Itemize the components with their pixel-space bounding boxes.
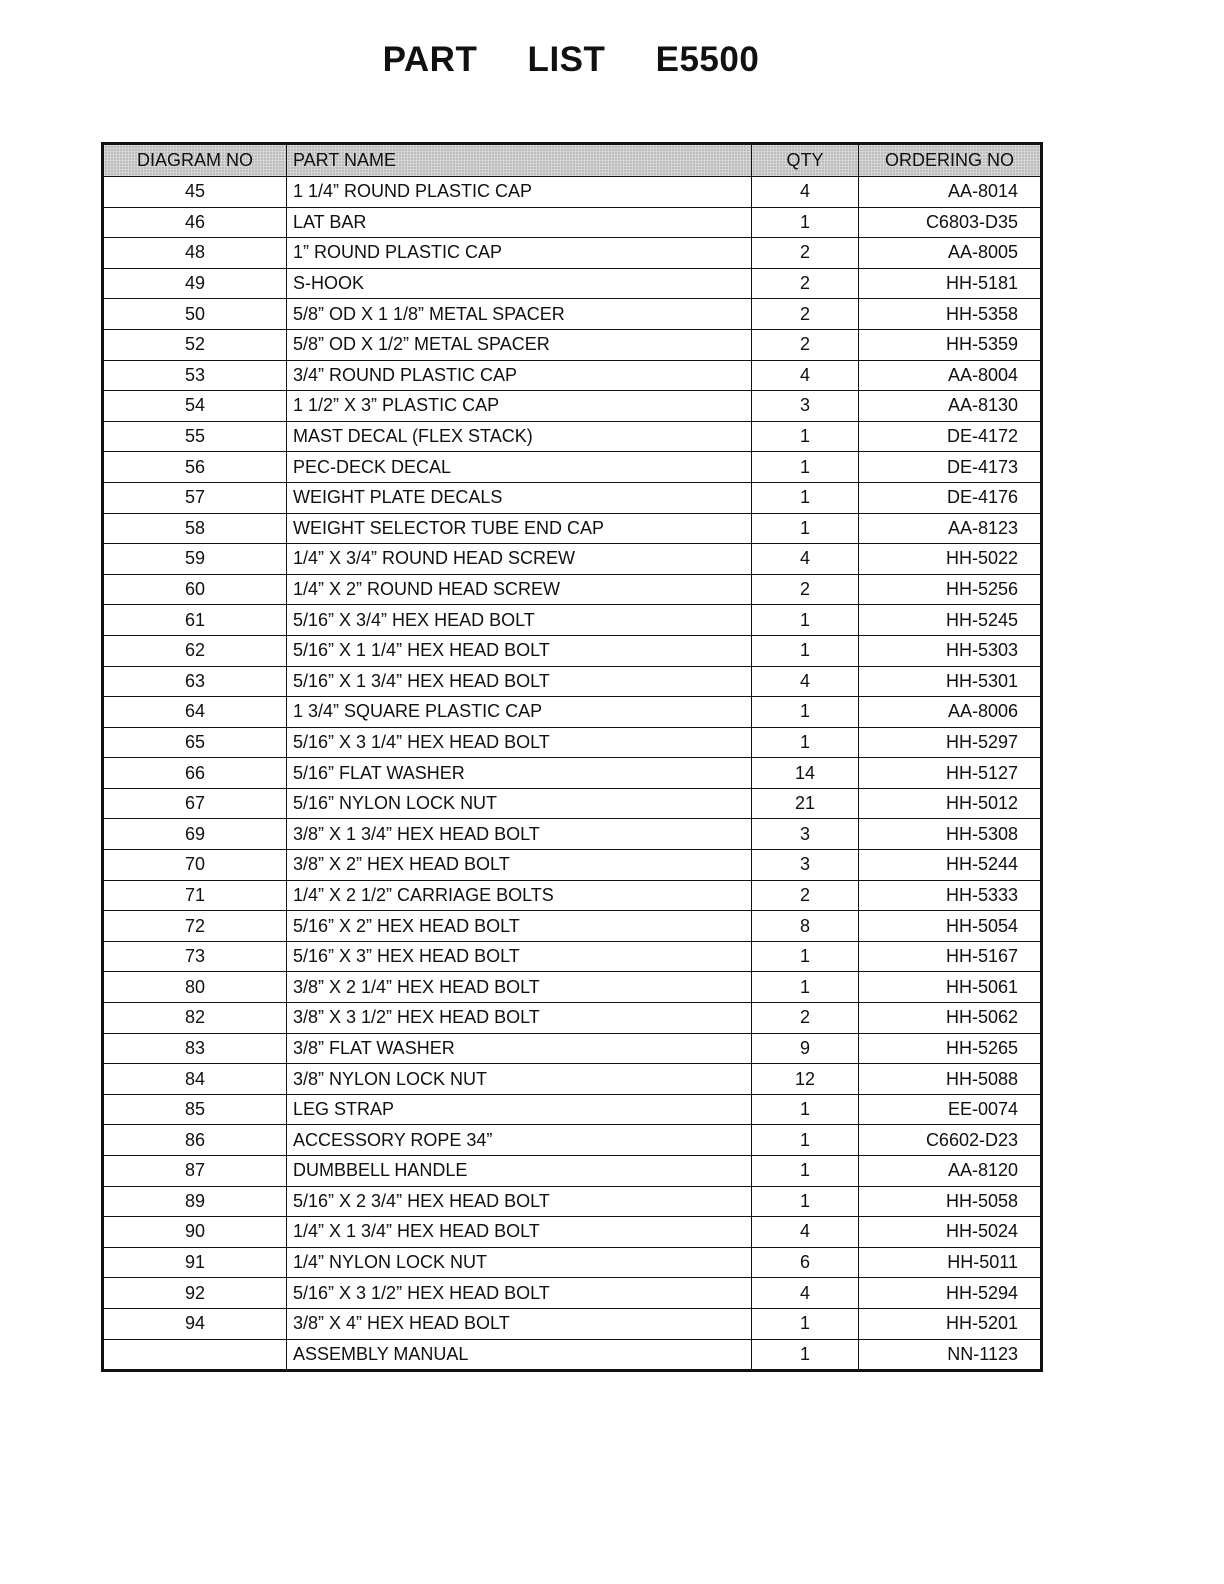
qty-cell: 21 [752, 788, 859, 819]
table-row [103, 1033, 1042, 1064]
qty-cell: 1 [752, 1339, 859, 1371]
ordering-no-cell: HH-5058 [859, 1186, 1042, 1217]
table-row [103, 574, 1042, 605]
part-name-cell: 5/8” OD X 1 1/8” METAL SPACER [287, 299, 752, 330]
ordering-no-cell: HH-5265 [859, 1033, 1042, 1064]
ordering-no-cell: HH-5054 [859, 911, 1042, 942]
table-row [103, 1003, 1042, 1034]
ordering-no-cell: HH-5297 [859, 727, 1042, 758]
diagram-no-cell: 58 [103, 513, 287, 544]
diagram-no-cell: 86 [103, 1125, 287, 1156]
header-qty: QTY [752, 144, 859, 177]
header-ordering-no: ORDERING NO [859, 144, 1042, 177]
part-name-cell: 3/8” NYLON LOCK NUT [287, 1064, 752, 1095]
diagram-no-cell: 80 [103, 972, 287, 1003]
diagram-no-cell: 91 [103, 1247, 287, 1278]
table-row [103, 1186, 1042, 1217]
ordering-no-cell: DE-4172 [859, 421, 1042, 452]
qty-cell: 4 [752, 666, 859, 697]
ordering-no-cell: HH-5358 [859, 299, 1042, 330]
qty-cell: 4 [752, 1217, 859, 1248]
table-row [103, 635, 1042, 666]
diagram-no-cell: 72 [103, 911, 287, 942]
part-name-cell: 5/16” X 1 1/4” HEX HEAD BOLT [287, 635, 752, 666]
table-row [103, 238, 1042, 269]
part-name-cell: 5/16” X 2” HEX HEAD BOLT [287, 911, 752, 942]
ordering-no-cell: C6602-D23 [859, 1125, 1042, 1156]
diagram-no-cell: 70 [103, 850, 287, 881]
diagram-no-cell: 46 [103, 207, 287, 238]
diagram-no-cell: 60 [103, 574, 287, 605]
diagram-no-cell: 53 [103, 360, 287, 391]
part-name-cell: 1 3/4” SQUARE PLASTIC CAP [287, 697, 752, 728]
diagram-no-cell: 54 [103, 391, 287, 422]
part-name-cell: WEIGHT SELECTOR TUBE END CAP [287, 513, 752, 544]
ordering-no-cell: DE-4173 [859, 452, 1042, 483]
qty-cell: 1 [752, 452, 859, 483]
table-row [103, 1064, 1042, 1095]
ordering-no-cell: HH-5022 [859, 544, 1042, 575]
ordering-no-cell: HH-5359 [859, 329, 1042, 360]
qty-cell: 1 [752, 1156, 859, 1187]
ordering-no-cell: C6803-D35 [859, 207, 1042, 238]
ordering-no-cell: HH-5244 [859, 850, 1042, 881]
diagram-no-cell: 66 [103, 758, 287, 789]
qty-cell: 1 [752, 421, 859, 452]
ordering-no-cell: HH-5024 [859, 1217, 1042, 1248]
qty-cell: 1 [752, 635, 859, 666]
diagram-no-cell: 85 [103, 1094, 287, 1125]
diagram-no-cell: 83 [103, 1033, 287, 1064]
diagram-no-cell: 64 [103, 697, 287, 728]
part-name-cell: 1 1/4” ROUND PLASTIC CAP [287, 177, 752, 208]
part-name-cell: ASSEMBLY MANUAL [287, 1339, 752, 1371]
table-row [103, 727, 1042, 758]
table-row [103, 1217, 1042, 1248]
ordering-no-cell: HH-5333 [859, 880, 1042, 911]
table-row [103, 544, 1042, 575]
part-name-cell: WEIGHT PLATE DECALS [287, 482, 752, 513]
qty-cell: 1 [752, 697, 859, 728]
qty-cell: 1 [752, 972, 859, 1003]
table-row [103, 1156, 1042, 1187]
diagram-no-cell: 73 [103, 941, 287, 972]
qty-cell: 1 [752, 1094, 859, 1125]
table-row [103, 697, 1042, 728]
diagram-no-cell [103, 1339, 287, 1371]
diagram-no-cell: 49 [103, 268, 287, 299]
qty-cell: 3 [752, 850, 859, 881]
diagram-no-cell: 52 [103, 329, 287, 360]
parts-table-body [103, 177, 1042, 1371]
part-name-cell: 1/4” X 2” ROUND HEAD SCREW [287, 574, 752, 605]
diagram-no-cell: 65 [103, 727, 287, 758]
part-name-cell: 1/4” X 2 1/2” CARRIAGE BOLTS [287, 880, 752, 911]
part-name-cell: 3/8” X 1 3/4” HEX HEAD BOLT [287, 819, 752, 850]
qty-cell: 2 [752, 574, 859, 605]
ordering-no-cell: AA-8120 [859, 1156, 1042, 1187]
table-row [103, 850, 1042, 881]
qty-cell: 1 [752, 941, 859, 972]
part-name-cell: 1 1/2” X 3” PLASTIC CAP [287, 391, 752, 422]
header-diagram-no: DIAGRAM NO [103, 144, 287, 177]
part-name-cell: 3/8” X 3 1/2” HEX HEAD BOLT [287, 1003, 752, 1034]
diagram-no-cell: 82 [103, 1003, 287, 1034]
diagram-no-cell: 67 [103, 788, 287, 819]
header-part-name: PART NAME [287, 144, 752, 177]
part-name-cell: 3/8” FLAT WASHER [287, 1033, 752, 1064]
part-name-cell: ACCESSORY ROPE 34” [287, 1125, 752, 1156]
table-row [103, 1278, 1042, 1309]
qty-cell: 12 [752, 1064, 859, 1095]
diagram-no-cell: 87 [103, 1156, 287, 1187]
diagram-no-cell: 59 [103, 544, 287, 575]
table-row [103, 1247, 1042, 1278]
table-row [103, 329, 1042, 360]
table-row [103, 452, 1042, 483]
qty-cell: 1 [752, 605, 859, 636]
ordering-no-cell: AA-8130 [859, 391, 1042, 422]
diagram-no-cell: 71 [103, 880, 287, 911]
qty-cell: 1 [752, 1125, 859, 1156]
part-name-cell: LEG STRAP [287, 1094, 752, 1125]
ordering-no-cell: AA-8004 [859, 360, 1042, 391]
part-name-cell: 1” ROUND PLASTIC CAP [287, 238, 752, 269]
ordering-no-cell: AA-8006 [859, 697, 1042, 728]
part-name-cell: 5/16” X 2 3/4” HEX HEAD BOLT [287, 1186, 752, 1217]
table-row [103, 177, 1042, 208]
part-name-cell: 3/8” X 2” HEX HEAD BOLT [287, 850, 752, 881]
part-name-cell: S-HOOK [287, 268, 752, 299]
ordering-no-cell: HH-5127 [859, 758, 1042, 789]
qty-cell: 1 [752, 207, 859, 238]
qty-cell: 2 [752, 880, 859, 911]
qty-cell: 14 [752, 758, 859, 789]
part-name-cell: 3/8” X 2 1/4” HEX HEAD BOLT [287, 972, 752, 1003]
table-row [103, 666, 1042, 697]
ordering-no-cell: EE-0074 [859, 1094, 1042, 1125]
qty-cell: 2 [752, 329, 859, 360]
qty-cell: 1 [752, 513, 859, 544]
ordering-no-cell: HH-5062 [859, 1003, 1042, 1034]
part-name-cell: 5/16” NYLON LOCK NUT [287, 788, 752, 819]
qty-cell: 2 [752, 268, 859, 299]
table-row [103, 360, 1042, 391]
part-name-cell: LAT BAR [287, 207, 752, 238]
qty-cell: 1 [752, 1186, 859, 1217]
diagram-no-cell: 45 [103, 177, 287, 208]
part-name-cell: 3/8” X 4” HEX HEAD BOLT [287, 1308, 752, 1339]
table-row [103, 880, 1042, 911]
diagram-no-cell: 55 [103, 421, 287, 452]
part-name-cell: 5/8” OD X 1/2” METAL SPACER [287, 329, 752, 360]
qty-cell: 6 [752, 1247, 859, 1278]
ordering-no-cell: HH-5301 [859, 666, 1042, 697]
table-row [103, 207, 1042, 238]
ordering-no-cell: HH-5167 [859, 941, 1042, 972]
ordering-no-cell: AA-8005 [859, 238, 1042, 269]
ordering-no-cell: HH-5245 [859, 605, 1042, 636]
parts-table [101, 142, 1043, 1372]
table-row [103, 911, 1042, 942]
table-row [103, 1125, 1042, 1156]
diagram-no-cell: 84 [103, 1064, 287, 1095]
diagram-no-cell: 90 [103, 1217, 287, 1248]
ordering-no-cell: HH-5303 [859, 635, 1042, 666]
diagram-no-cell: 48 [103, 238, 287, 269]
ordering-no-cell: HH-5308 [859, 819, 1042, 850]
qty-cell: 2 [752, 1003, 859, 1034]
ordering-no-cell: AA-8014 [859, 177, 1042, 208]
part-name-cell: 1/4” NYLON LOCK NUT [287, 1247, 752, 1278]
qty-cell: 9 [752, 1033, 859, 1064]
table-row [103, 758, 1042, 789]
qty-cell: 3 [752, 819, 859, 850]
part-name-cell: PEC-DECK DECAL [287, 452, 752, 483]
ordering-no-cell: HH-5012 [859, 788, 1042, 819]
diagram-no-cell: 89 [103, 1186, 287, 1217]
ordering-no-cell: HH-5201 [859, 1308, 1042, 1339]
part-name-cell: 5/16” X 3/4” HEX HEAD BOLT [287, 605, 752, 636]
qty-cell: 2 [752, 299, 859, 330]
table-row [103, 268, 1042, 299]
qty-cell: 4 [752, 360, 859, 391]
table-row [103, 1339, 1042, 1371]
ordering-no-cell: HH-5181 [859, 268, 1042, 299]
ordering-no-cell: AA-8123 [859, 513, 1042, 544]
qty-cell: 1 [752, 482, 859, 513]
table-row [103, 421, 1042, 452]
table-row [103, 941, 1042, 972]
table-row [103, 299, 1042, 330]
diagram-no-cell: 92 [103, 1278, 287, 1309]
qty-cell: 1 [752, 727, 859, 758]
part-name-cell: 5/16” X 1 3/4” HEX HEAD BOLT [287, 666, 752, 697]
ordering-no-cell: HH-5011 [859, 1247, 1042, 1278]
table-row [103, 605, 1042, 636]
part-name-cell: DUMBBELL HANDLE [287, 1156, 752, 1187]
qty-cell: 4 [752, 177, 859, 208]
table-row [103, 972, 1042, 1003]
page-title: PART LIST E5500 [382, 40, 760, 79]
ordering-no-cell: HH-5256 [859, 574, 1042, 605]
ordering-no-cell: HH-5061 [859, 972, 1042, 1003]
part-name-cell: 1/4” X 3/4” ROUND HEAD SCREW [287, 544, 752, 575]
diagram-no-cell: 61 [103, 605, 287, 636]
table-row [103, 1094, 1042, 1125]
qty-cell: 8 [752, 911, 859, 942]
ordering-no-cell: NN-1123 [859, 1339, 1042, 1371]
part-name-cell: 5/16” X 3 1/4” HEX HEAD BOLT [287, 727, 752, 758]
part-name-cell: 5/16” FLAT WASHER [287, 758, 752, 789]
part-name-cell: 3/4” ROUND PLASTIC CAP [287, 360, 752, 391]
table-row [103, 819, 1042, 850]
part-name-cell: 1/4” X 1 3/4” HEX HEAD BOLT [287, 1217, 752, 1248]
table-row [103, 788, 1042, 819]
ordering-no-cell: DE-4176 [859, 482, 1042, 513]
table-row [103, 1308, 1042, 1339]
part-name-cell: 5/16” X 3 1/2” HEX HEAD BOLT [287, 1278, 752, 1309]
table-row [103, 513, 1042, 544]
table-row [103, 482, 1042, 513]
qty-cell: 4 [752, 1278, 859, 1309]
qty-cell: 4 [752, 544, 859, 575]
diagram-no-cell: 50 [103, 299, 287, 330]
table-row [103, 391, 1042, 422]
qty-cell: 2 [752, 238, 859, 269]
diagram-no-cell: 57 [103, 482, 287, 513]
part-name-cell: MAST DECAL (FLEX STACK) [287, 421, 752, 452]
ordering-no-cell: HH-5294 [859, 1278, 1042, 1309]
qty-cell: 3 [752, 391, 859, 422]
diagram-no-cell: 63 [103, 666, 287, 697]
diagram-no-cell: 69 [103, 819, 287, 850]
ordering-no-cell: HH-5088 [859, 1064, 1042, 1095]
part-name-cell: 5/16” X 3” HEX HEAD BOLT [287, 941, 752, 972]
diagram-no-cell: 94 [103, 1308, 287, 1339]
diagram-no-cell: 56 [103, 452, 287, 483]
diagram-no-cell: 62 [103, 635, 287, 666]
table-header-row [103, 144, 1042, 177]
qty-cell: 1 [752, 1308, 859, 1339]
